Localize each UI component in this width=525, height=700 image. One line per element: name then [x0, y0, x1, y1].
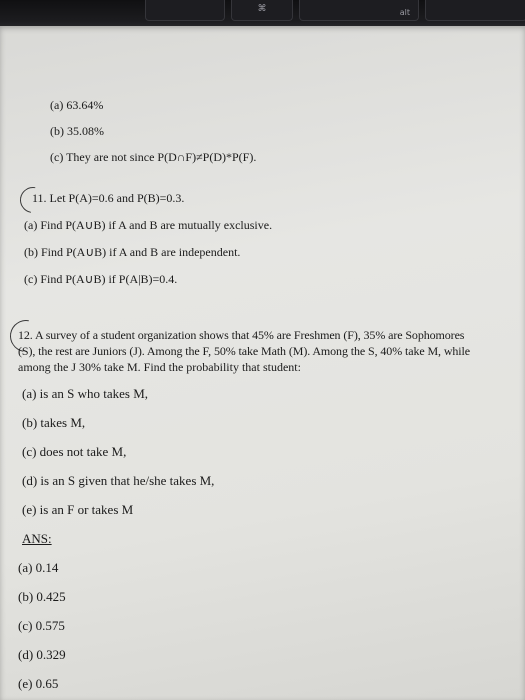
answers-label: ANS: [22, 531, 52, 546]
command-icon: ⌘ [257, 4, 267, 14]
q12-line-1: 12. A survey of a student organization shows that 45% are Freshmen (F), 35% are Sophomores [18, 328, 465, 342]
command-key [231, 0, 293, 21]
alt-key-label: alt [399, 8, 410, 17]
document-page [0, 26, 525, 700]
keyboard-key [425, 0, 525, 21]
keyboard-key [299, 0, 419, 21]
q11-part-c: (c) Find P(A∪B) if P(A|B)=0.4. [24, 272, 178, 286]
q11-part-b: (b) Find P(A∪B) if A and B are independent. [24, 245, 241, 259]
answer-e: (e) 0.65 [18, 676, 59, 691]
q11-stem: 11. Let P(A)=0.6 and P(B)=0.3. [32, 191, 185, 205]
q12-part-c: (c) does not take M, [22, 444, 127, 459]
q12-line-2: (S), the rest are Juniors (J). Among the F, 50% take Math (M). Among the S, 40% take M, while [18, 344, 471, 358]
q12-part-b: (b) takes M, [22, 415, 86, 430]
q12-part-d: (d) is an S given that he/she takes M, [22, 473, 215, 488]
q12-part-e: (e) is an F or takes M [22, 502, 134, 517]
answer-a: (a) 0.14 [18, 560, 59, 575]
q10-answer-a: (a) 63.64% [50, 98, 104, 112]
q11-part-a: (a) Find P(A∪B) if A and B are mutually exclusive. [24, 218, 273, 232]
q12-line-3: among the J 30% take M. Find the probability that student: [18, 360, 301, 374]
answer-c: (c) 0.575 [18, 618, 65, 633]
q10-answer-b: (b) 35.08% [50, 124, 104, 138]
answer-b: (b) 0.425 [18, 589, 66, 604]
q12-part-a: (a) is an S who takes M, [22, 386, 149, 401]
q10-answer-c: (c) They are not since P(D∩F)≠P(D)*P(F). [50, 150, 257, 164]
keyboard-key [145, 0, 225, 21]
answer-d: (d) 0.329 [18, 647, 66, 662]
